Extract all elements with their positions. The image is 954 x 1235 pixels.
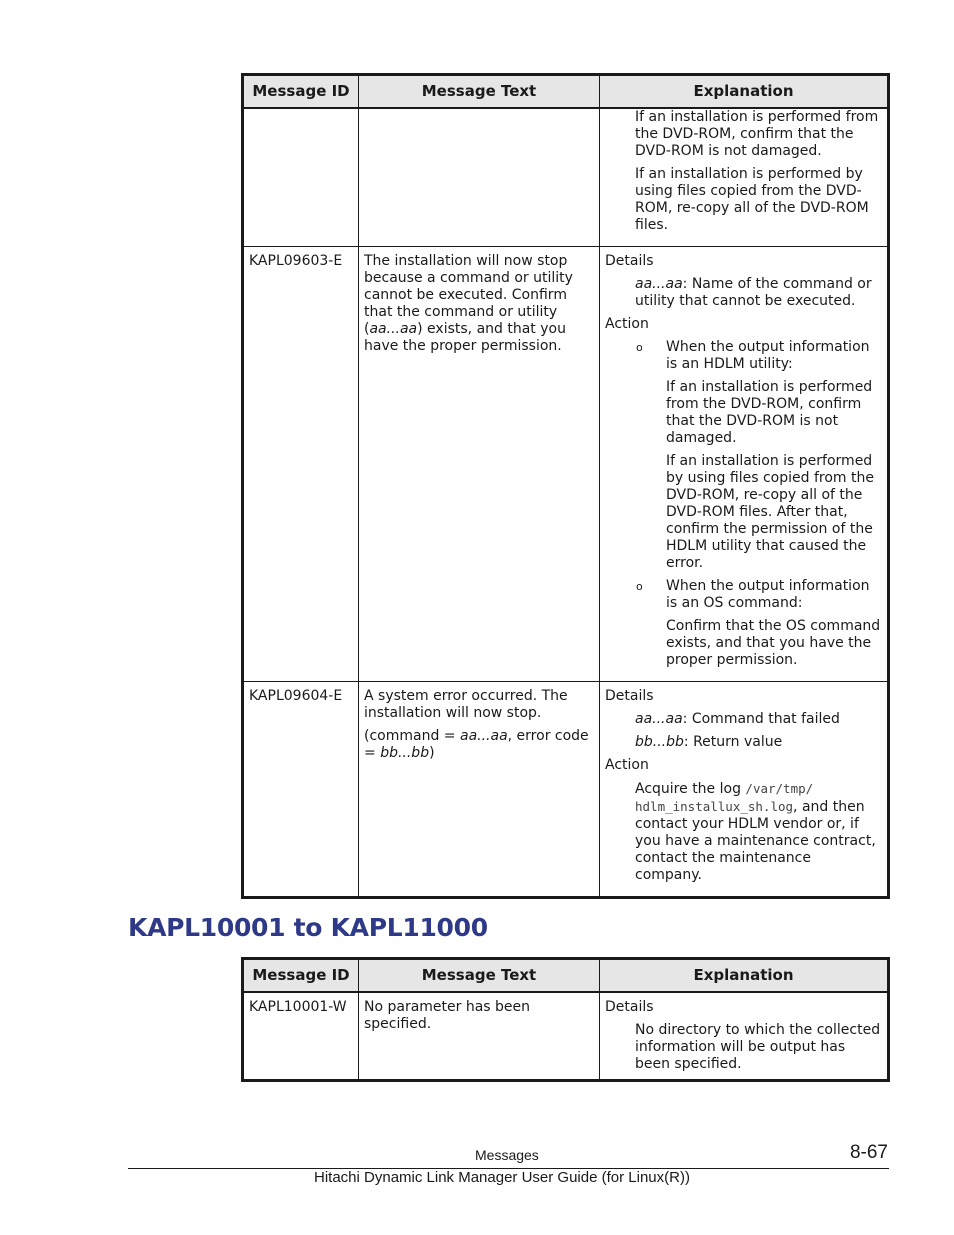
cell-message-text bbox=[359, 682, 600, 898]
header-message-text: Message Text bbox=[359, 75, 600, 109]
detail-text: : Command that failed bbox=[682, 711, 840, 727]
header-explanation: Explanation bbox=[600, 75, 889, 109]
cell-message-id: KAPL09604-E bbox=[243, 682, 359, 898]
details-label: Details bbox=[605, 688, 654, 704]
action-bullet bbox=[605, 339, 882, 373]
action-paragraph: If an installation is performed by using files copied from the DVD-ROM, re-copy all of the DVD-ROM files. After that, confirm the permission of the HDLM utility that caused the error. bbox=[666, 453, 874, 571]
bullet-icon: o bbox=[636, 341, 643, 354]
message-text-part: The installation will now stop because a command or utility cannot be executed. Confirm that the command or utility ( bbox=[364, 253, 573, 337]
bullet-icon: o bbox=[636, 580, 643, 593]
message-text-part: (command = bbox=[364, 728, 460, 744]
header-message-id: Message ID bbox=[243, 959, 359, 993]
cell-explanation bbox=[600, 247, 889, 682]
table-row bbox=[243, 992, 889, 1081]
cell-message-id: KAPL09603-E bbox=[243, 247, 359, 682]
action-paragraph: Confirm that the OS command exists, and that you have the proper permission. bbox=[666, 618, 881, 668]
bullet-text: When the output information is an HDLM utility: bbox=[666, 339, 870, 372]
message-text: A system error occurred. The installation will now stop. bbox=[364, 688, 568, 721]
detail-item: No directory to which the collected information will be output has been specified. bbox=[635, 1022, 881, 1072]
details-label: Details bbox=[605, 253, 654, 269]
cell-message-text bbox=[359, 108, 600, 247]
cell-message-text: No parameter has been specified. bbox=[359, 992, 600, 1081]
detail-item bbox=[635, 711, 882, 728]
message-text-part: ) exists, and that you have the proper permission. bbox=[364, 321, 566, 354]
section-title: KAPL10001 to KAPL11000 bbox=[128, 913, 488, 942]
message-text-part: , error code = bbox=[364, 728, 589, 761]
action-label: Action bbox=[605, 757, 649, 773]
cell-message-id: KAPL10001-W bbox=[243, 992, 359, 1081]
detail-text: : Name of the command or utility that cannot be executed. bbox=[635, 276, 872, 309]
table-row bbox=[243, 682, 889, 898]
footer-book-title: Hitachi Dynamic Link Manager User Guide (for Linux(R)) bbox=[314, 1169, 690, 1186]
table-row bbox=[243, 247, 889, 682]
message-variable: aa...aa bbox=[459, 728, 508, 744]
page-number: 8-67 bbox=[849, 1142, 888, 1163]
cell-explanation bbox=[600, 992, 889, 1081]
action-text: Acquire the log bbox=[635, 781, 746, 797]
cell-message-text bbox=[359, 247, 600, 682]
header-message-text: Message Text bbox=[359, 959, 600, 993]
action-paragraph bbox=[635, 780, 882, 884]
detail-variable: bb...bb bbox=[635, 734, 684, 750]
table-header-row bbox=[243, 75, 889, 109]
footer-section-name: Messages bbox=[475, 1147, 539, 1163]
detail-item bbox=[635, 276, 882, 310]
cell-explanation bbox=[600, 682, 889, 898]
header-message-id: Message ID bbox=[243, 75, 359, 109]
detail-variable: aa...aa bbox=[635, 276, 683, 292]
action-label: Action bbox=[605, 316, 649, 332]
action-text: , and then contact your HDLM vendor or, if you have a maintenance contract, contact the maintenance company. bbox=[635, 799, 876, 883]
action-bullet bbox=[605, 578, 882, 612]
message-variable: bb...bb bbox=[380, 745, 430, 761]
cell-message-id bbox=[243, 108, 359, 247]
log-path: hdlm_installux_sh.log bbox=[635, 799, 794, 814]
explanation-paragraph: If an installation is performed by using files copied from the DVD-ROM, re-copy all of the DVD-ROM files. bbox=[635, 166, 869, 233]
detail-variable: aa...aa bbox=[635, 711, 683, 727]
table-header-row bbox=[243, 959, 889, 993]
explanation-paragraph: If an installation is performed from the DVD-ROM, confirm that the DVD-ROM is not damaged. bbox=[635, 109, 879, 159]
detail-text: : Return value bbox=[683, 734, 783, 750]
detail-item bbox=[635, 734, 882, 751]
action-paragraph: If an installation is performed from the DVD-ROM, confirm that the DVD-ROM is not damaged. bbox=[666, 379, 873, 446]
details-label: Details bbox=[605, 999, 654, 1015]
bullet-text: When the output information is an OS command: bbox=[666, 578, 870, 611]
cell-explanation bbox=[600, 108, 889, 247]
message-table-continued bbox=[241, 73, 890, 899]
message-table bbox=[241, 957, 890, 1082]
log-path: /var/tmp/ bbox=[745, 781, 814, 796]
header-explanation: Explanation bbox=[600, 959, 889, 993]
message-variable: aa...aa bbox=[369, 321, 418, 337]
message-text bbox=[364, 253, 594, 355]
message-text-part: ) bbox=[429, 745, 435, 761]
table-row bbox=[243, 108, 889, 247]
message-text bbox=[364, 728, 594, 762]
